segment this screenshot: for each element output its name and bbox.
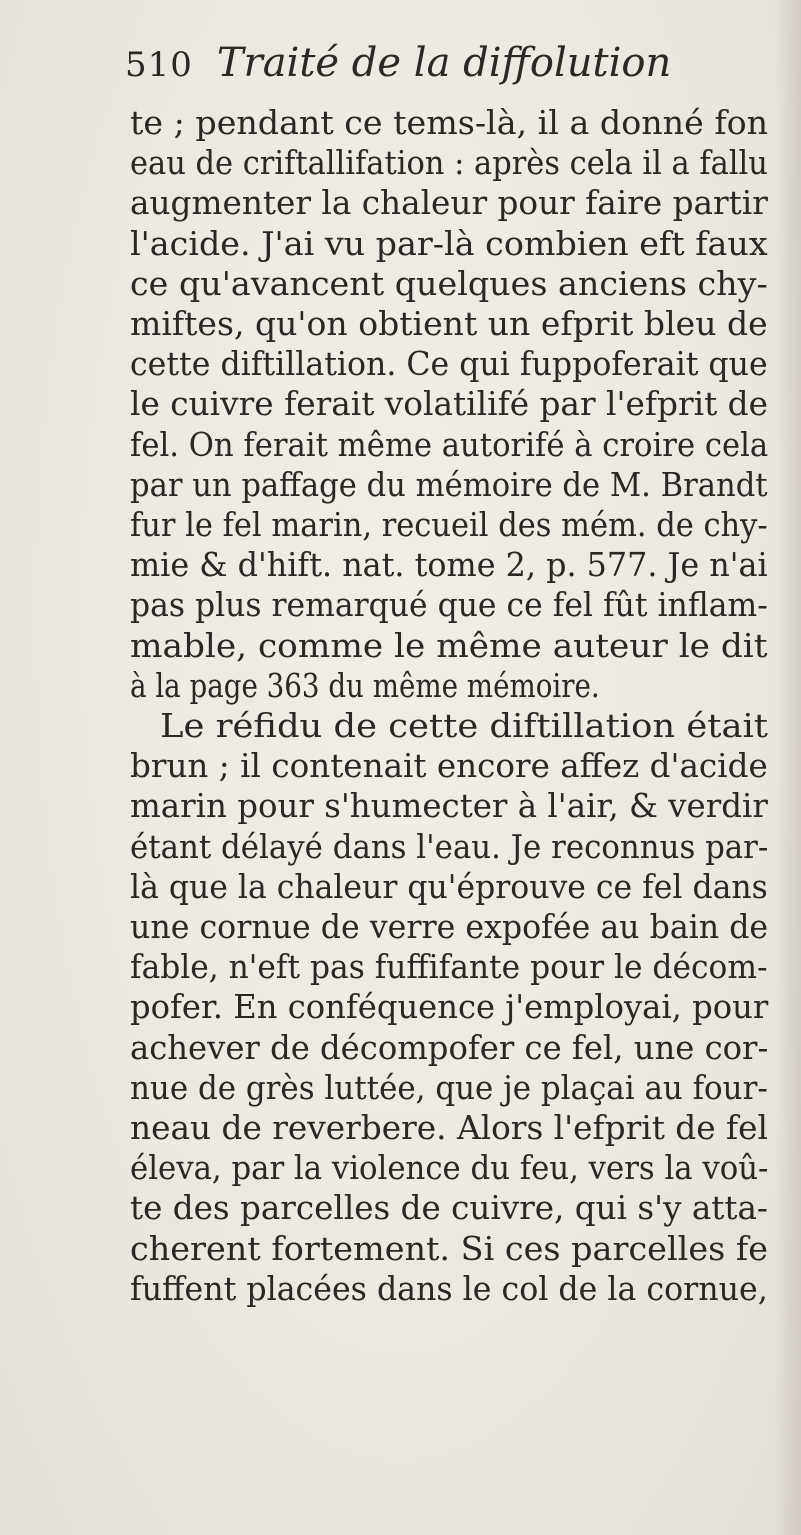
text-line: achever de décompofer ce fel, une cor- bbox=[130, 1027, 769, 1067]
text-line: l'acide. J'ai vu par-là combien eft faux bbox=[130, 223, 768, 263]
text-line: neau de reverbere. Alors l'efprit de fel bbox=[130, 1108, 769, 1147]
text-line: eau de criftallifation : après cela il a fallu bbox=[130, 143, 768, 183]
text-line: une cornue de verre expofée au bain de bbox=[130, 907, 769, 946]
text-line: marin pour s'humecter à l'air, & verdir bbox=[130, 786, 768, 826]
text-line: éleva, par la violence du feu, vers la voû- bbox=[130, 1148, 769, 1188]
text-line: Le réfidu de cette diftillation était bbox=[160, 706, 769, 745]
text-line: fuffent placées dans le col de la cornue, bbox=[130, 1268, 768, 1308]
text-line: là que la chaleur qu'éprouve ce fel dans bbox=[130, 866, 768, 906]
text-line: pas plus remarqué que ce fel fût inflam- bbox=[130, 585, 768, 625]
text-line: le cuivre ferait volatilifé par l'efprit de bbox=[130, 384, 768, 424]
text-line: pofer. En conféquence j'employai, pour bbox=[130, 987, 769, 1027]
text-line: par un paffage du mémoire de M. Brandt bbox=[130, 464, 768, 504]
text-line: brun ; il contenait encore affez d'acide bbox=[130, 746, 768, 786]
text-line: ce qu'avancent quelques anciens chy- bbox=[130, 263, 768, 303]
text-line: étant délayé dans l'eau. Je reconnus par- bbox=[130, 826, 769, 866]
text-line: te ; pendant ce tems-là, il a donné fon bbox=[130, 103, 769, 142]
text-line: mie & d'hift. nat. tome 2, p. 577. Je n'ai bbox=[130, 545, 768, 585]
text-line: cherent fortement. Si ces parcelles fe bbox=[130, 1228, 769, 1268]
text-line: fur le fel marin, recueil des mém. de chy- bbox=[130, 505, 768, 544]
text-line: te des parcelles de cuivre, qui s'y atta- bbox=[130, 1188, 768, 1228]
text-line: à la page 363 du même mémoire. bbox=[130, 665, 600, 705]
text-line: miftes, qu'on obtient un efprit bleu de bbox=[130, 304, 768, 343]
text-line: nue de grès luttée, que je plaçai au four- bbox=[130, 1067, 768, 1107]
page-number: 510 bbox=[125, 45, 193, 85]
text-line: mable, comme le même auteur le dit bbox=[130, 625, 768, 665]
text-line: fable, n'eft pas fuffifante pour le décom- bbox=[130, 947, 768, 987]
page-edge-shadow bbox=[775, 0, 801, 1535]
text-line: fel. On ferait même autorifé à croire cela bbox=[130, 424, 769, 464]
running-title: Traité de la diffolution bbox=[216, 40, 672, 86]
text-line: cette diftillation. Ce qui fuppoferait que bbox=[130, 344, 768, 384]
text-line: augmenter la chaleur pour faire partir bbox=[130, 183, 768, 223]
page-header bbox=[125, 40, 671, 90]
